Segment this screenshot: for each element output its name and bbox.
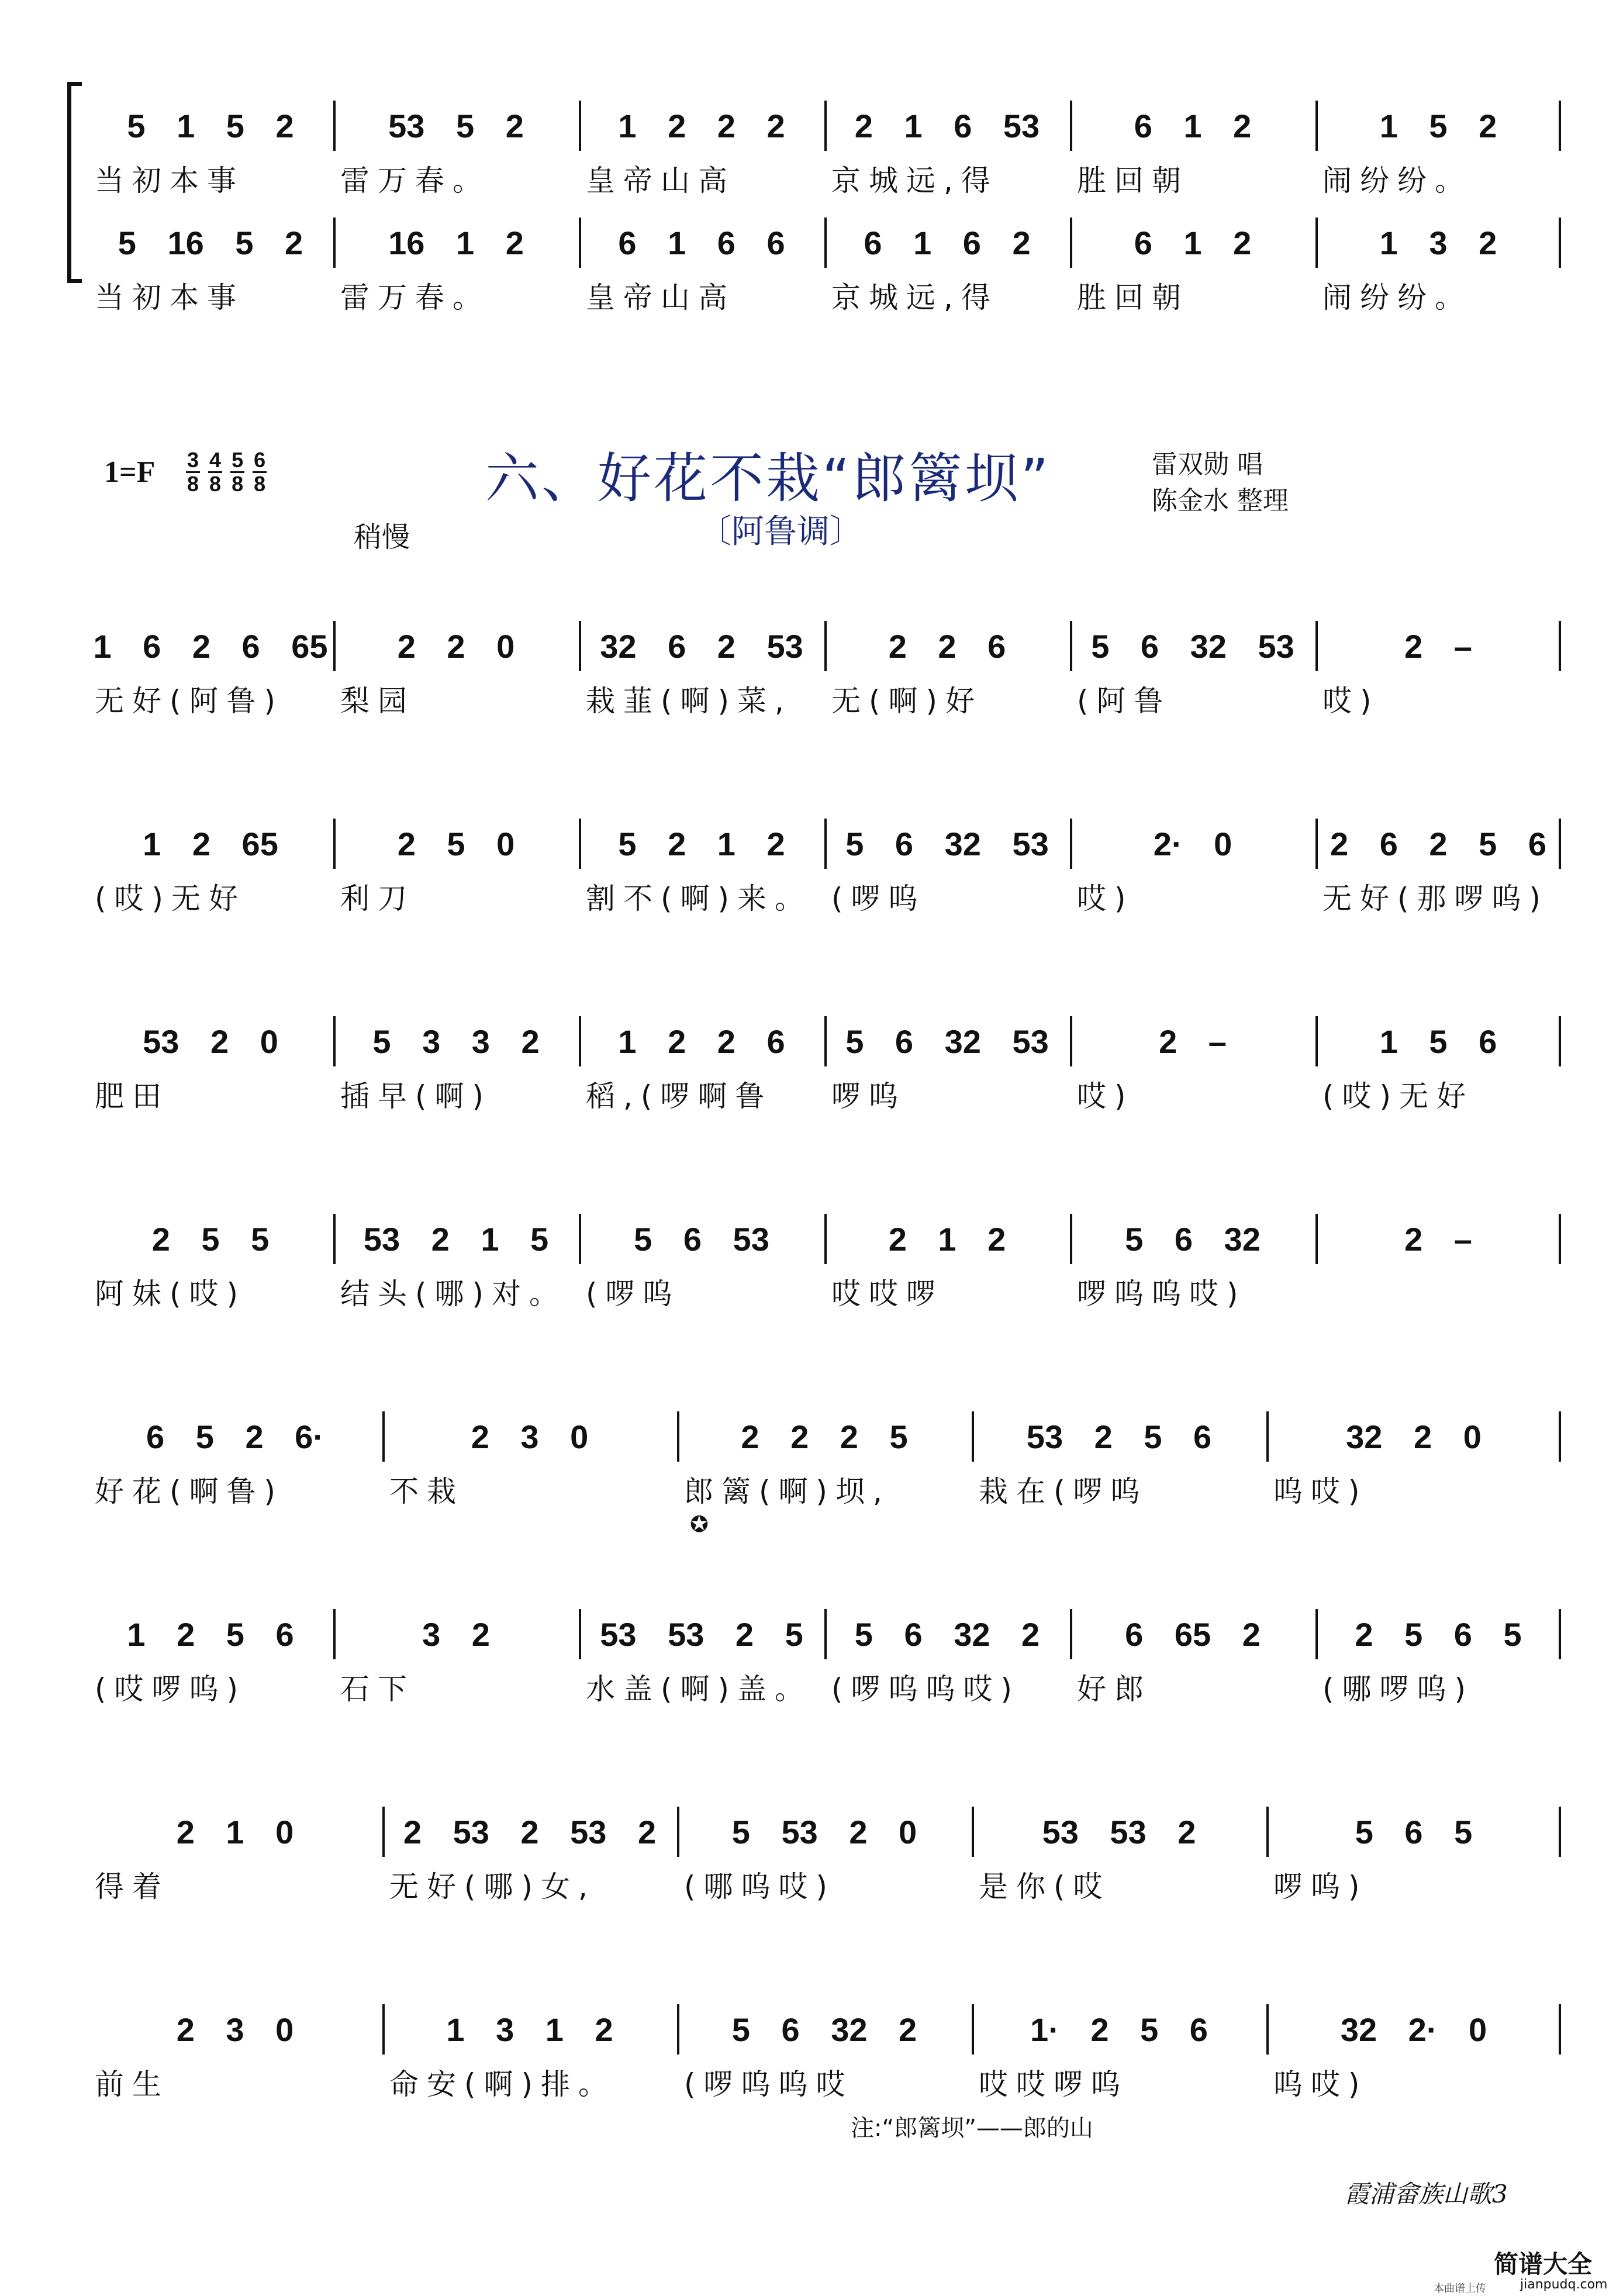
measure-lyrics: 梨园 <box>340 684 415 718</box>
measure-lyrics: 插早(啊) <box>340 1079 492 1113</box>
lyrics-row <box>88 275 1561 316</box>
barline <box>333 217 336 268</box>
measure-lyrics: 哎哎啰 <box>831 1277 944 1311</box>
measure-notes: 5 6 32 53 <box>845 825 1049 862</box>
barline-end <box>1559 2004 1561 2055</box>
measure-notes: 5 2 1 2 <box>618 825 785 862</box>
barline <box>1266 2004 1269 2055</box>
lyrics-row <box>88 1864 1561 1905</box>
measure-notes: 1 2 2 6 <box>618 1023 785 1060</box>
measure-notes: 6 1 2 <box>1134 224 1252 261</box>
barline <box>579 1609 581 1659</box>
barline <box>677 1411 679 1462</box>
barline <box>677 1807 679 1857</box>
barline <box>333 101 336 151</box>
measure-lyrics: 好郎 <box>1077 1672 1152 1706</box>
measure-notes: 32 2· 0 <box>1340 2011 1487 2048</box>
measure-lyrics: 皇帝山高 <box>586 164 735 198</box>
measure-lyrics: (哪呜哎) <box>684 1870 836 1904</box>
key-signature: 1=F <box>104 455 156 489</box>
measure-lyrics: (阿鲁 <box>1077 684 1172 718</box>
measure-lyrics: 当初本事 <box>95 164 244 198</box>
lyrics-row <box>88 1073 1561 1114</box>
notes-row <box>88 1811 1561 1852</box>
measure-lyrics: 栽韮(啊)菜, <box>586 684 792 718</box>
barline-end <box>1559 1807 1561 1857</box>
measure-notes: 53 2 5 6 <box>1026 1418 1212 1455</box>
measure-notes: 2 2 6 <box>888 627 1006 665</box>
barline-end <box>1559 1214 1561 1264</box>
measure-lyrics: 雷万春。 <box>340 281 490 315</box>
meter-6-8: $\frac{6}{8}$ <box>254 448 266 496</box>
barline <box>1315 1609 1318 1659</box>
measure-lyrics: 割不(啊)来。 <box>586 882 813 916</box>
barline-end <box>1559 1411 1561 1462</box>
system-bracket <box>67 82 82 283</box>
meter-4-8: $\frac{4}{8}$ <box>209 448 222 496</box>
measure-lyrics: 无好(那啰呜) <box>1322 882 1549 916</box>
barline <box>1266 1807 1269 1857</box>
barline <box>1315 1016 1318 1066</box>
notes-row <box>88 2009 1561 2050</box>
lyrics-row <box>88 876 1561 917</box>
barline <box>1315 1214 1318 1264</box>
measure-lyrics: 好花(啊鲁) <box>95 1475 284 1508</box>
barline <box>1315 819 1318 869</box>
measure-lyrics: 结头(哪)对。 <box>340 1277 567 1311</box>
measure-lyrics: 京城远,得 <box>831 281 999 315</box>
measure-notes: 53 2 0 <box>143 1023 278 1060</box>
tempo-marking: 稍慢 <box>354 521 410 554</box>
measure-notes: 5 53 2 0 <box>731 1813 917 1850</box>
barline <box>579 1214 581 1264</box>
measure-notes: 2· 0 <box>1153 825 1232 862</box>
barline <box>824 1214 827 1264</box>
measure-lyrics: 不栽 <box>389 1475 464 1508</box>
barline <box>579 101 581 151</box>
measure-lyrics: 啰呜 <box>831 1079 906 1113</box>
meter-5-8: $\frac{5}{8}$ <box>232 448 244 496</box>
song-system <box>88 1218 1561 1311</box>
measure-notes: 5 6 32 <box>1125 1220 1261 1258</box>
measure-lyrics: 得着 <box>95 1870 170 1904</box>
footnote-star-icon: ✪ <box>690 1511 709 1537</box>
measure-lyrics: 稻,(啰啊鲁 <box>586 1079 773 1113</box>
measure-notes: 5 16 5 2 <box>118 224 303 261</box>
measure-notes: 5 6 32 2 <box>854 1615 1040 1653</box>
barline <box>1266 1411 1269 1462</box>
notes-row <box>88 1416 1561 1457</box>
barline <box>824 1609 827 1659</box>
measure-notes: 6 65 2 <box>1125 1615 1261 1653</box>
measure-notes: 53 2 1 5 <box>363 1220 549 1258</box>
measure-notes: 53 53 2 5 <box>600 1615 803 1653</box>
barline <box>1315 217 1318 268</box>
song-system <box>88 626 1561 718</box>
measure-notes: 2 – <box>1404 1220 1472 1258</box>
arranger-credit: 陈金水 整理 <box>1152 486 1289 516</box>
barline <box>824 621 827 671</box>
measure-notes: 5 6 53 <box>634 1220 769 1258</box>
measure-notes: 16 1 2 <box>388 224 524 261</box>
measure-lyrics: (哎)无好 <box>1322 1079 1474 1113</box>
song-system <box>88 1811 1561 1904</box>
measure-notes: 5 6 32 53 <box>1091 627 1294 665</box>
barline-end <box>1559 819 1561 869</box>
lyrics-row <box>88 678 1561 719</box>
measure-notes: 2 6 2 5 6 <box>1330 825 1546 862</box>
measure-notes: 2 5 0 <box>397 825 515 862</box>
measure-notes: 6 1 2 <box>1134 107 1252 144</box>
measure-notes: 32 2 0 <box>1346 1418 1482 1455</box>
measure-notes: 2 – <box>1159 1023 1227 1060</box>
barline <box>824 101 827 151</box>
song-system <box>88 1614 1561 1706</box>
measure-notes: 1 2 5 6 <box>127 1615 294 1653</box>
barline-end <box>1559 1609 1561 1659</box>
upload-text: 本曲谱上传 <box>1434 2283 1486 2295</box>
barline <box>1070 621 1072 671</box>
barline <box>1070 101 1072 151</box>
measure-lyrics: 无(啊)好 <box>831 684 983 718</box>
measure-notes: 32 6 2 53 <box>600 627 803 665</box>
barline-end <box>1559 101 1561 151</box>
page-footer: 霞浦畲族山歌3 <box>1345 2180 1508 2208</box>
measure-lyrics: (哎啰呜) <box>95 1672 247 1706</box>
barline <box>1315 101 1318 151</box>
measure-lyrics: 阿妹(哎) <box>95 1277 247 1311</box>
measure-notes: 53 5 2 <box>388 107 524 144</box>
barline <box>579 819 581 869</box>
song-system <box>88 1021 1561 1113</box>
barline <box>1070 217 1072 268</box>
barline <box>824 217 827 268</box>
measure-lyrics: 皇帝山高 <box>586 281 735 315</box>
barline-end <box>1559 621 1561 671</box>
song-subtitle: 〔阿鲁调〕 <box>699 513 862 551</box>
measure-lyrics: (啰呜 <box>586 1277 681 1311</box>
barline <box>333 1609 336 1659</box>
measure-notes: 2 2 0 <box>397 627 515 665</box>
lyrics-row <box>88 1666 1561 1707</box>
measure-notes: 1 5 2 <box>1379 107 1497 144</box>
measure-notes: 5 3 3 2 <box>372 1023 540 1060</box>
measure-notes: 2 3 0 <box>471 1418 589 1455</box>
top_section.staves-system <box>88 105 1561 198</box>
measure-lyrics: 哎) <box>1077 1079 1134 1113</box>
measure-notes: 1 5 6 <box>1379 1023 1497 1060</box>
measure-notes: 2 1 6 53 <box>854 107 1040 144</box>
measure-lyrics: 哎) <box>1322 684 1380 718</box>
barline <box>333 819 336 869</box>
barline <box>333 621 336 671</box>
barline-end <box>1559 1016 1561 1066</box>
barline <box>972 2004 974 2055</box>
song-system <box>88 823 1561 916</box>
measure-lyrics: 闹纷纷。 <box>1322 281 1472 315</box>
measure-lyrics: 石下 <box>340 1672 415 1706</box>
barline <box>972 1807 974 1857</box>
measure-lyrics: 命安(啊)排。 <box>389 2067 616 2101</box>
measure-notes: 2 5 6 5 <box>1355 1615 1522 1653</box>
measure-notes: 1 3 1 2 <box>446 2011 613 2048</box>
measure-lyrics: 呜哎) <box>1273 1475 1368 1508</box>
measure-notes: 5 6 5 <box>1355 1813 1473 1850</box>
measure-lyrics: 当初本事 <box>95 281 244 315</box>
barline <box>333 1016 336 1066</box>
measure-notes: 5 6 32 2 <box>731 2011 917 2048</box>
measure-lyrics: 前生 <box>95 2067 170 2101</box>
measure-lyrics: (啰呜呜哎) <box>831 1672 1021 1706</box>
measure-notes: 5 6 32 53 <box>845 1023 1049 1060</box>
barline <box>382 1807 385 1857</box>
measure-lyrics: 啰呜呜哎) <box>1077 1277 1246 1311</box>
measure-notes: 2 1 0 <box>176 1813 294 1850</box>
measure-notes: 2 53 2 53 2 <box>403 1813 657 1850</box>
measure-lyrics: 哎哎啰呜 <box>979 2067 1128 2101</box>
barline <box>579 621 581 671</box>
measure-lyrics: 无好(哪)女, <box>389 1870 596 1904</box>
measure-lyrics: 肥田 <box>95 1079 170 1113</box>
measure-notes: 2 3 0 <box>176 2011 294 2048</box>
measure-lyrics: 哎) <box>1077 882 1134 916</box>
measure-lyrics: 闹纷纷。 <box>1322 164 1472 198</box>
top_section.staves-system <box>88 222 1561 315</box>
song-title: 六、好花不栽“郎篱坝” <box>485 447 1051 510</box>
measure-lyrics: 呜哎) <box>1273 2067 1368 2101</box>
measure-lyrics: (哪啰呜) <box>1322 1672 1474 1706</box>
barline <box>1315 621 1318 671</box>
time-signatures <box>186 449 267 495</box>
barline <box>677 2004 679 2055</box>
measure-notes: 3 2 <box>422 1615 490 1653</box>
measure-lyrics: 胜回朝 <box>1077 164 1189 198</box>
measure-notes: 1 2 65 <box>143 825 278 862</box>
measure-notes: 53 53 2 <box>1042 1813 1196 1850</box>
measure-lyrics: 胜回朝 <box>1077 281 1189 315</box>
measure-lyrics: (啰呜呜哎 <box>684 2067 854 2101</box>
barline <box>382 2004 385 2055</box>
barline <box>1070 1214 1072 1264</box>
song-system <box>88 2009 1561 2101</box>
measure-notes: 1 6 2 6 65 <box>93 627 328 665</box>
lyrics-row <box>88 158 1561 199</box>
measure-lyrics: 水盖(啊)盖。 <box>586 1672 813 1706</box>
measure-notes: 6 5 2 6· <box>146 1418 324 1455</box>
measure-notes: 2 5 5 <box>151 1220 270 1258</box>
measure-lyrics: 是你(哎 <box>979 1870 1111 1904</box>
barline-end <box>1559 217 1561 268</box>
measure-lyrics: 郎篱(啊)坝, <box>684 1475 890 1508</box>
barline <box>579 217 581 268</box>
measure-notes: 1· 2 5 6 <box>1030 2011 1208 2048</box>
lyrics-row <box>88 1271 1561 1312</box>
measure-notes: 2 – <box>1404 627 1472 665</box>
measure-notes: 2 1 2 <box>888 1220 1006 1258</box>
barline <box>824 1016 827 1066</box>
measure-lyrics: 栽在(啰呜 <box>979 1475 1148 1508</box>
measure-lyrics: (哎)无好 <box>95 882 247 916</box>
measure-notes: 6 1 6 2 <box>864 224 1031 261</box>
barline <box>382 1411 385 1462</box>
site-logo: 简谱大全 <box>1494 2250 1593 2278</box>
measure-notes: 1 2 2 2 <box>618 107 785 144</box>
meter-3-8: $\frac{3}{8}$ <box>187 448 199 496</box>
measure-notes: 1 3 2 <box>1379 224 1497 261</box>
site-url: jianpudq.com <box>1520 2277 1608 2292</box>
measure-notes: 5 1 5 2 <box>127 107 294 144</box>
measure-lyrics <box>1315 1271 1561 1312</box>
barline <box>1070 1016 1072 1066</box>
measure-lyrics: 啰呜) <box>1273 1870 1368 1904</box>
measure-lyrics: 京城远,得 <box>831 164 999 198</box>
measure-lyrics: 利刀 <box>340 882 415 916</box>
barline <box>972 1411 974 1462</box>
lyrics-row <box>88 2062 1561 2102</box>
barline <box>579 1016 581 1066</box>
measure-lyrics: (啰呜 <box>831 882 926 916</box>
song-system <box>88 1416 1561 1508</box>
measure-notes: 6 1 6 6 <box>618 224 785 261</box>
lyrics-row <box>88 1469 1561 1510</box>
barline <box>1070 1609 1072 1659</box>
barline <box>824 819 827 869</box>
measure-lyrics: 无好(阿鲁) <box>95 684 284 718</box>
barline <box>333 1214 336 1264</box>
footnote: 注:“郎篱坝”——郎的山 <box>851 2115 1093 2142</box>
singer-credit: 雷双勋 唱 <box>1152 450 1263 479</box>
measure-notes: 2 2 2 5 <box>741 1418 908 1455</box>
barline <box>1070 819 1072 869</box>
measure-lyrics: 雷万春。 <box>340 164 490 198</box>
